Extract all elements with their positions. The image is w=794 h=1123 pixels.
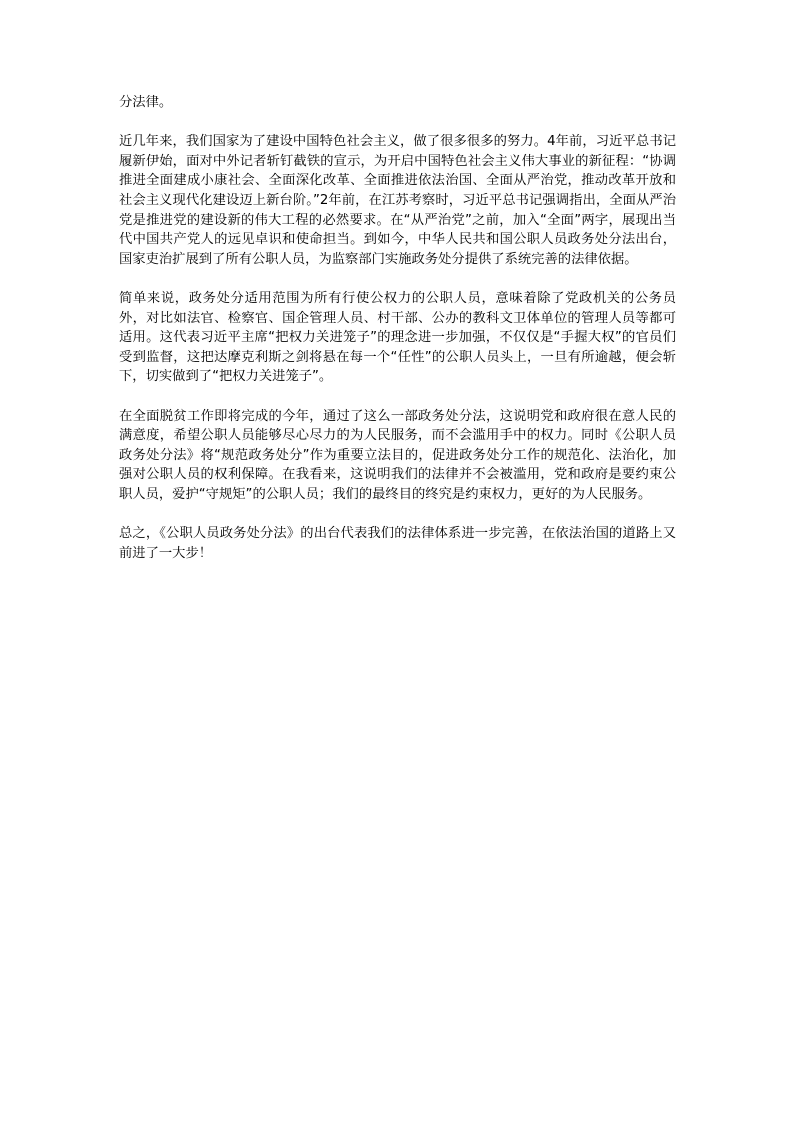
paragraph-recent-years: 近几年来，我们国家为了建设中国特色社会主义，做了很多很多的努力。4年前，习近平总书记履新伊始，面对中外记者斩钉截铁的宣示，为开启中国特色社会主义伟大事业的新征程：“协调推进全面建成小康社会、全面深化改革、全面推进依法治国、全面从严治党，推动改革开放和社会主义现代化建设迈上新台阶。”2年前，在江苏考察时，习近平总书记强调指出，全面从严治党是推进党的建设新的伟大工程的必然要求。在“从严治党”之前，加入“全面”两字，展现出当代中国共产党人的远见卓识和使命担当。到如今，中华人民共和国公职人员政务处分法出台，国家吏治扩展到了所有公职人员，为监察部门实施政务处分提供了系统完善的法律依据。 (119, 134, 676, 267)
paragraph-conclusion: 总之，《公职人员政务处分法》的出台代表我们的法律体系进一步完善，在依法治国的道路上又前进了一大步！ (119, 526, 676, 561)
document-body (119, 93, 676, 583)
paragraph-poverty-alleviation: 在全面脱贫工作即将完成的今年，通过了这么一部政务处分法，这说明党和政府很在意人民的满意度，希望公职人员能够尽心尽力的为人民服务，而不会滥用手中的权力。同时《公职人员政务处分法》将“规范政务处分”作为重要立法目的，促进政务处分工作的规范化、法治化，加强对公职人员的权利保障。在我看来，这说明我们的法律并不会被滥用，党和政府是要约束公职人员，爱护“守规矩”的公职人员；我们的最终目的终究是约束权力，更好的为人民服务。 (119, 408, 676, 502)
paragraph-scope: 简单来说，政务处分适用范围为所有行使公权力的公职人员，意味着除了党政机关的公务员外，对比如法官、检察官、国企管理人员、村干部、公办的教科文卫体单位的管理人员等都可适用。这代表习近平主席“把权力关进笼子”的理念进一步加强，不仅仅是“手握大权”的官员们受到监督，这把达摩克利斯之剑将悬在每一个“任性”的公职人员头上，一旦有所逾越，便会斩下，切实做到了“把权力关进笼子”。 (119, 290, 676, 385)
paragraph-continuation: 分法律。 (119, 95, 173, 110)
